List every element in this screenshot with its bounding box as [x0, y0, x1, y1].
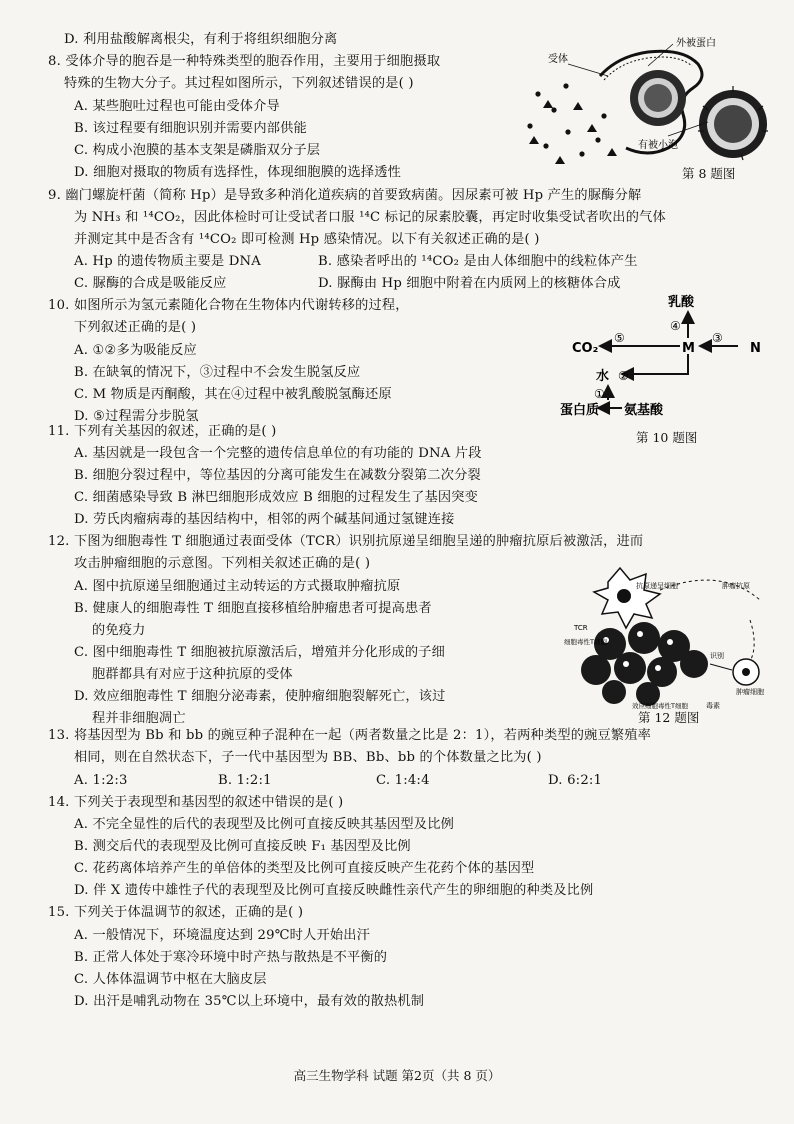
q10-option-a: A. ①②多为吸能反应: [74, 343, 197, 358]
q12-label-tcr: TCR: [574, 624, 588, 632]
q12-caption: 第 12 题图: [638, 710, 700, 725]
q12-option-b-line2: 的免疫力: [92, 623, 146, 638]
q12-figure: [560, 560, 782, 710]
q9-option-c: C. 脲酶的合成是吸能反应: [74, 276, 227, 291]
q9-stem-line3: 并测定其中是否含有 ¹⁴CO₂ 即可检测 Hp 感染情况。以下有关叙述正确的是( ): [74, 232, 540, 247]
q12-label-apc: 抗原递呈细胞: [636, 582, 678, 590]
q15-option-b: B. 正常人体处于寒冷环境中时产热与散热是不平衡的: [74, 950, 388, 965]
q12-stem-line1: 12. 下图为细胞毒性 T 细胞通过表面受体（TCR）识别抗原递呈细胞呈递的肿瘤抗原后被激活，进而: [48, 534, 644, 549]
q10-label-lactate: 乳酸: [668, 295, 695, 310]
q10-stem-line1: 10. 如图所示为氢元素随化合物在生物体内代谢转移的过程，: [48, 298, 409, 313]
q10-label-protein: 蛋白质: [560, 403, 600, 418]
q13-option-d: D. 6:2:1: [548, 773, 603, 788]
q9-option-a: A. Hp 的遗传物质主要是 DNA: [74, 254, 261, 269]
q8-label-coat: 外被蛋白: [676, 38, 716, 49]
q10-stem-line2: 下列叙述正确的是( ): [74, 320, 197, 335]
q10-label-co2: CO₂: [572, 341, 599, 356]
q12-option-a: A. 图中抗原递呈细胞通过主动转运的方式摄取肿瘤抗原: [74, 579, 401, 594]
q8-label-receptor: 受体: [548, 54, 568, 65]
q14-option-a: A. 不完全显性的后代的表现型及比例可直接反映其基因型及比例: [74, 817, 454, 832]
q12-label-tumor: 肿瘤细胞: [736, 688, 764, 696]
q8-option-b: B. 该过程要有细胞识别并需要内部供能: [74, 121, 307, 136]
q7-option-d: D. 利用盐酸解离根尖，有利于将组织细胞分离: [64, 32, 338, 47]
q8-option-d: D. 细胞对摄取的物质有选择性，体现细胞膜的选择透性: [74, 165, 401, 180]
q12-option-c-line2: 胞群都具有对应于这种抗原的受体: [92, 667, 293, 682]
q8-stem-line1: 8. 受体介导的胞吞是一种特殊类型的胞吞作用，主要用于细胞摄取: [48, 54, 441, 69]
q10-label-amino: 氨基酸: [624, 403, 664, 418]
q10-caption: 第 10 题图: [636, 430, 698, 445]
q10-figure: [560, 290, 780, 428]
q10-step-4: ④: [670, 319, 681, 333]
q14-stem: 14. 下列关于表现型和基因型的叙述中错误的是( ): [48, 795, 344, 810]
q8-stem-line2: 特殊的生物大分子。其过程如图所示，下列叙述错误的是( ): [64, 76, 414, 91]
q8-caption: 第 8 题图: [682, 166, 736, 181]
q9-option-d: D. 脲酶由 Hp 细胞中附着在内质网上的核糖体合成: [318, 276, 621, 291]
q15-option-c: C. 人体体温调节中枢在大脑皮层: [74, 972, 267, 987]
q10-step-3: ③: [712, 331, 723, 345]
q12-label-recognize: 识别: [710, 652, 724, 660]
q12-label-antigen: 肿瘤抗原: [722, 582, 750, 590]
q8-option-c: C. 构成小泡膜的基本支架是磷脂双分子层: [74, 143, 321, 158]
q9-option-b: B. 感染者呼出的 ¹⁴CO₂ 是由人体细胞中的线粒体产生: [318, 254, 638, 269]
q12-tcell-cluster: [581, 622, 708, 706]
q11-option-b: B. 细胞分裂过程中，等位基因的分离可能发生在减数分裂第二次分裂: [74, 468, 481, 483]
q15-option-d: D. 出汗是哺乳动物在 35℃以上环境中，最有效的散热机制: [74, 994, 425, 1009]
q10-option-b: B. 在缺氧的情况下，③过程中不会发生脱氢反应: [74, 365, 361, 380]
q13-option-b: B. 1:2:1: [218, 773, 272, 788]
q14-option-d: D. 伴 X 遗传中雄性子代的表现型及比例可直接反映雌性亲代产生的卵细胞的种类及比例: [74, 883, 594, 898]
q13-stem-line1: 13. 将基因型为 Bb 和 bb 的豌豆种子混种在一起（两者数量之比是 2：1），若两种类型的豌豆繁殖率: [48, 728, 652, 743]
q8-option-a: A. 某些胞吐过程也可能由受体介导: [74, 99, 280, 114]
q12-option-d-line2: 程并非细胞凋亡: [92, 711, 186, 726]
q9-stem-line2: 为 NH₃ 和 ¹⁴CO₂，因此体检时可让受试者口服 ¹⁴C 标记的尿素胶囊，再定时收集受试者吹出的气体: [74, 210, 666, 225]
q14-option-b: B. 测交后代的表现型及比例可直接反映 F₁ 基因型及比例: [74, 839, 411, 854]
q10-label-m: M: [682, 341, 695, 356]
q11-option-c: C. 细菌感染导致 B 淋巴细胞形成效应 B 细胞的过程发生了基因突变: [74, 490, 479, 505]
q13-option-a: A. 1:2:3: [74, 773, 128, 788]
q10-label-water: 水: [596, 369, 610, 384]
q8-label-vesicle: 有被小泡: [638, 140, 678, 151]
q12-option-b-line1: B. 健康人的细胞毒性 T 细胞直接移植给肿瘤患者可提高患者: [74, 601, 432, 616]
q12-label-tcell: 细胞毒性T细胞: [564, 638, 607, 646]
q12-label-effector: 效应细胞毒性T细胞: [632, 702, 688, 710]
q8-molecules: [527, 83, 617, 164]
q10-label-n: N: [750, 341, 761, 356]
q10-option-c: C. M 物质是丙酮酸，其在④过程中被乳酸脱氢酶还原: [74, 387, 392, 402]
q15-stem: 15. 下列关于体温调节的叙述，正确的是( ): [48, 905, 304, 920]
q12-stem-line2: 攻击肿瘤细胞的示意图。下列相关叙述正确的是( ): [74, 556, 371, 571]
page-footer: 高三生物学科 试题 第2页（共 8 页）: [293, 1068, 501, 1083]
q13-stem-line2: 相同，则在自然状态下，子一代中基因型为 BB、Bb、bb 的个体数量之比为( ): [74, 750, 542, 765]
q14-option-c: C. 花药离体培养产生的单倍体的类型及比例可直接反映产生花药个体的基因型: [74, 861, 535, 876]
q12-option-d-line1: D. 效应细胞毒性 T 细胞分泌毒素，使肿瘤细胞裂解死亡，该过: [74, 689, 446, 704]
q11-option-a: A. 基因就是一段包含一个完整的遗传信息单位的有功能的 DNA 片段: [74, 446, 482, 461]
q10-step-2: ②: [618, 369, 629, 383]
q10-step-1: ①: [594, 387, 605, 401]
q8-figure: [508, 36, 778, 166]
q13-option-c: C. 1:4:4: [376, 773, 430, 788]
q11-stem: 11. 下列有关基因的叙述，正确的是( ): [48, 424, 277, 439]
q9-stem-line1: 9. 幽门螺旋杆菌（简称 Hp）是导致多种消化道疾病的首要致病菌。因尿素可被 Hp 产生的脲酶分解: [48, 188, 642, 203]
q11-option-d: D. 劳氏肉瘤病毒的基因结构中，相邻的两个碱基间通过氢键连接: [74, 512, 455, 527]
q10-step-5: ⑤: [614, 331, 625, 345]
q12-label-toxin: 毒素: [706, 702, 720, 710]
q10-option-d: D. ⑤过程需分步脱氢: [74, 409, 199, 424]
q15-option-a: A. 一般情况下，环境温度达到 29℃时人开始出汗: [74, 928, 371, 943]
q12-option-c-line1: C. 图中细胞毒性 T 细胞被抗原激活后，增殖并分化形成的子细: [74, 645, 446, 660]
